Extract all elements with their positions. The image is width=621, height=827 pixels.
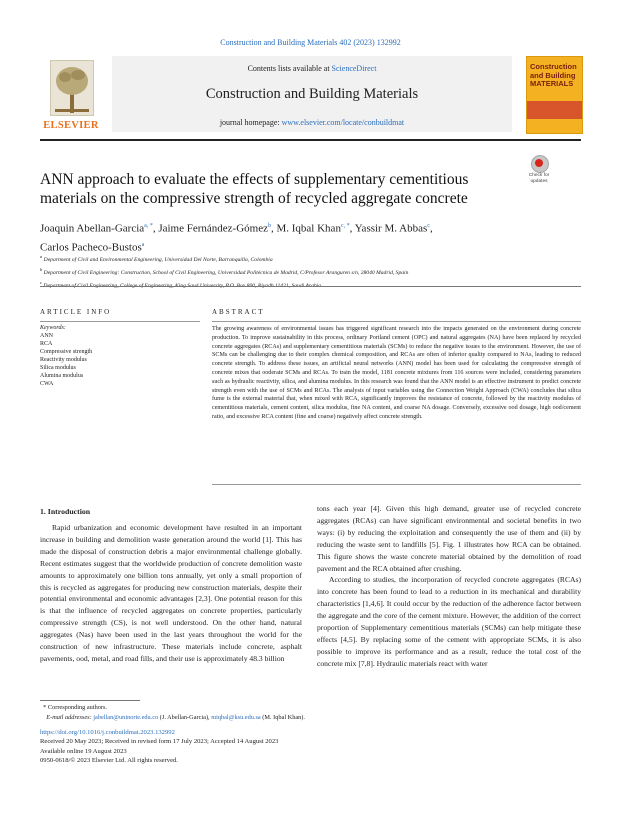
email-link[interactable]: miqbal@ksu.edu.sa (211, 713, 261, 721)
author-name[interactable]: M. Iqbal Khan (276, 222, 341, 235)
check-updates-label: Check for updates (528, 173, 550, 184)
journal-cover[interactable] (526, 56, 583, 134)
affiliation-sup: c (40, 279, 42, 285)
author-sup[interactable]: c, * (340, 223, 350, 229)
publication-info (40, 728, 581, 765)
email-link[interactable]: jabellan@uninorte.edu.co (93, 713, 159, 721)
affiliation-item (40, 278, 581, 291)
affiliation-text: Department of Civil and Environmental Engineering, Universidad Del Norte, Barranquilla, Colombia (43, 256, 273, 263)
sciencedirect-link[interactable]: ScienceDirect (331, 64, 377, 73)
journal-title: Construction and Building Materials (205, 86, 419, 102)
masthead (40, 56, 581, 134)
keyword-item: Alumina modulus (40, 373, 84, 379)
affiliation-item (40, 252, 581, 265)
body-paragraph: According to studies, the incorporation of recycled concrete aggregates (RCAs) into concrete has been found to lead to a reduction in its mechanical and durability characteristics [1,4,6]. It could occur by the reduction of the adherence factor between the aggregate and the core of the cement mixture. However, the addition of the correct proportion of Supplementary cementitious materials (SCMs) can help mitigate these effects [4,5]. By replacing some of the cement with appropriate SCMs, it is also possible to improve its performance and as a result, reduce the total cost of the concrete mix [7,8]. Hydraulic materials react with water (317, 575, 581, 668)
check-for-updates-button[interactable] (524, 155, 554, 187)
author-name[interactable]: Carlos Pacheco-Bustos (40, 241, 142, 254)
journal-reference[interactable]: Construction and Building Materials 402 (2023) 132992 (220, 38, 401, 47)
doi-link[interactable]: https://doi.org/10.1016/j.conbuildmat.2023.132992 (40, 729, 175, 736)
received-dates: Received 20 May 2023; Received in revised form 17 July 2023; Accepted 14 August 2023 (40, 738, 279, 746)
keywords-block (40, 324, 200, 388)
keyword-item: Compressive strength (40, 349, 93, 355)
abstract-bottom-divider (212, 484, 581, 485)
affiliation-text: Department of Civil Engineering: Construction, School of Civil Engineering, Universidad Politécnica de Madrid, C/Profesor Aranguren s/n, 28040 Madrid, Spain (43, 269, 409, 276)
body-column-right (317, 503, 581, 670)
available-online: Available online 19 August 2023 (40, 747, 127, 755)
header-divider (40, 139, 581, 141)
publisher-name: ELSEVIER (43, 120, 99, 131)
contents-line (112, 64, 512, 73)
journal-banner (112, 56, 512, 132)
body-column-left (40, 522, 302, 665)
corresponding-label: Corresponding authors. (47, 704, 107, 711)
author-sup[interactable]: a, * (144, 223, 153, 229)
abstract-heading: ABSTRACT (212, 308, 265, 316)
email-label: E-mail addresses: (46, 713, 92, 721)
section-heading-introduction: 1. Introduction (40, 507, 91, 516)
cover-band (527, 101, 582, 119)
keyword-item: Reactivity modulus (40, 357, 87, 363)
homepage-link[interactable]: www.elsevier.com/locate/conbuildmat (281, 118, 405, 127)
homepage-line (112, 118, 512, 127)
footnotes (40, 703, 581, 722)
affiliations (40, 252, 581, 291)
copyright: 0950-0618/© 2023 Elsevier Ltd. All rights reserved. (40, 756, 178, 764)
author-name[interactable]: Joaquin Abellan-Garcia (40, 222, 145, 235)
keyword-item: RCA (40, 341, 53, 347)
contents-prefix: Contents lists available at (247, 64, 332, 73)
author-name[interactable]: Yassir M. Abbas (354, 222, 428, 235)
email-owner: (M. Iqbal Khan). (262, 713, 305, 721)
keyword-item: Silica modulus (40, 365, 76, 371)
homepage-prefix: journal homepage: (219, 118, 282, 127)
author-sup[interactable]: c (427, 223, 430, 229)
article-info-divider (40, 321, 200, 322)
abstract-divider (212, 321, 581, 322)
author-sup[interactable]: b (267, 223, 271, 229)
elsevier-logo[interactable] (40, 60, 102, 132)
abstract-text: The growing awareness of environmental issues has triggered significant research into the impacts generated on the environment during concrete production. To improve sustainability in this process, ordinary Portland cement (OPC) and natural aggregates (NA) have been replaced by recycled concrete aggregates (RCAs) and supplementary cementitious materials (SCMs) to reduce the negative issues to the environment. However, the use of SCMs can be challenging due to their complex chemical composition, and RCAs are often of inferior quality compared to NAs, leading to reduced concrete strength. To address these issues, an artificial neural networks (ANN) model has been used for calculating the compressive strength of concrete mixes that ooderate SCMs and RCAs. To train the model, 1181 concrete mixtures from 116 sources were included, considering parameters such as hydraulic reactivity, silica, and alumina modulus. In this research was found that the ANN model is an effective instrument to predict concrete strength even with the use of SCMs and RCAs. The analysis of input variables using the Connection Weight Approach (CWA) concludes that silica fume is the external material that, when mixed with RCA, significantly improves the resistance of concrete, followed by the reactivity modulus of cementitious materials, cement content, silica modulus, fine NA content, and coarse NA dosage. Conversely, excessive ood dosage, high ood/cement ratio, and excessive RCA content (fine and coarse) negatively affect concrete strength. (212, 326, 581, 420)
corresponding-note: * Corresponding authors. (40, 704, 107, 711)
keywords-label: Keywords: (40, 325, 66, 331)
body-paragraph: tons each year [4]. Given this high demand, greater use of recycled concrete aggregates (RCAs) can have significant environmental and societal benefits in two ways: (i) by reducing the exploitation and consequently the use of them and (ii) by reducing the waste sent to landfills [5]. Fig. 1 illustrates how RCA can be obtained. This figure shows the waste concrete material obtained by the demolition of road pavement and the RCA obtained after crushing. (317, 504, 581, 573)
title-divider (40, 286, 581, 287)
check-updates-icon-center (535, 159, 543, 167)
keyword-item: CWA (40, 381, 54, 387)
affiliation-item (40, 265, 581, 278)
email-line (40, 713, 581, 723)
footnote-divider (40, 700, 140, 701)
article-info-heading: ARTICLE INFO (40, 308, 112, 316)
affiliation-sup: a (40, 254, 43, 259)
body-paragraph: Rapid urbanization and economic development have resulted in an important increase in building and demolition waste generation around the world [1]. This has made the disposal of construction debris a major environmental challenge globally. Recent estimates suggest that the worldwide production of concrete demolition waste amounts to approximately one billion tons annually, yet only a small proportion of this is recycled as aggregates for producing new construction materials, despite their potential environmental and economic advantages [2,3]. One potential reason for this is that the influence of recycled aggregates on concrete properties, particularly compressive strength (CS), is not well understood. On the other hand, natural aggregates (Nas) have been used in the last years throughout the world for the construction of new infrastructure. These materials include concrete, asphalt pavements, ood, metal, and road fills, and their use is approximately 48.3 billion (40, 523, 302, 663)
article-title: ANN approach to evaluate the effects of supplementary cementitious materials on the compressive strength of recycled aggregate concrete (40, 171, 469, 207)
author-name[interactable]: Jaime Fernández-Gómez (158, 222, 268, 235)
email-owner: (J. Abellan-Garcia), (159, 713, 210, 721)
cover-title: Construction and Building MATERIALS (530, 62, 577, 88)
author-sup[interactable]: a (141, 241, 145, 248)
author-list: Joaquin Abellan-Garcia$^{a, *}$, Jaime Fernández-Gómez$^b$, M. Iqbal Khan$^{c, *}$, Yassir M. Abbas$^c$, Carlos Pacheco-Bustos$^a$ (40, 222, 433, 254)
elsevier-tree-icon (50, 60, 94, 116)
affiliation-sup: b (40, 266, 43, 272)
keyword-item: ANN (40, 333, 53, 339)
